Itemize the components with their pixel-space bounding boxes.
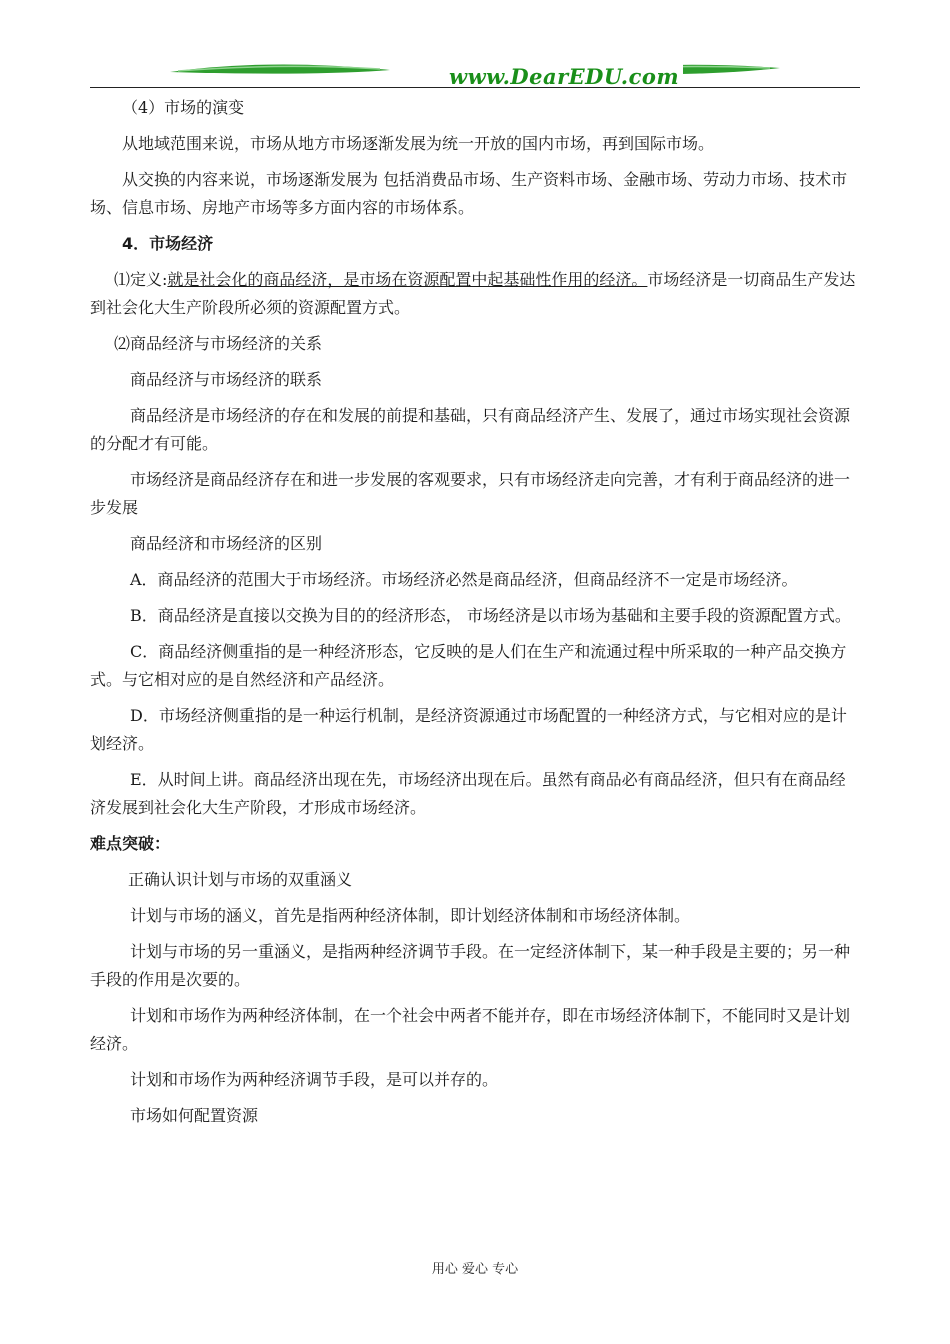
definition-lead: ⑴定义: bbox=[114, 270, 168, 289]
paragraph: 计划和市场作为两种经济调节手段，是可以并存的。 bbox=[130, 1070, 499, 1089]
paragraph: 从交换的内容来说，市场逐渐发展为 包括消费品市场、生产资料市场、金融市场、劳动力市场、技术市场、信息市场、房地产市场等多方面内容的市场体系。 bbox=[90, 170, 848, 217]
subsection-heading: 正确认识计划与市场的双重涵义 bbox=[128, 870, 353, 889]
paragraph: 计划与市场的涵义，首先是指两种经济体制，即计划经济体制和市场经济体制。 bbox=[130, 906, 691, 925]
paragraph: 从地域范围来说，市场从地方市场逐渐发展为统一开放的国内市场，再到国际市场。 bbox=[122, 134, 715, 153]
definition-paragraph bbox=[90, 266, 860, 322]
list-item: D．市场经济侧重指的是一种运行机制，是经济资源通过市场配置的一种经济方式，与它相对应的是计划经济。 bbox=[90, 706, 847, 753]
definition-rest: 市场经济是一切商品生产发达到社会化大生产阶段所必须的资源配置方式。 bbox=[90, 270, 856, 317]
list-item: C．商品经济侧重指的是一种经济形态，它反映的是人们在生产和流通过程中所采取的一种产品交换方式。与它相对应的是自然经济和产品经济。 bbox=[90, 642, 847, 689]
paragraph: 商品经济是市场经济的存在和发展的前提和基础，只有商品经济产生、发展了，通过市场实现社会资源的分配才有可能。 bbox=[90, 406, 851, 453]
paragraph: 计划和市场作为两种经济体制，在一个社会中两者不能并存，即在市场经济体制下，不能同时又是计划经济。 bbox=[90, 1006, 851, 1053]
subsection-heading: ⑵商品经济与市场经济的关系 bbox=[114, 334, 323, 353]
page-header bbox=[90, 50, 860, 90]
document-body bbox=[90, 94, 860, 1138]
list-item: A．商品经济的范围大于市场经济。市场经济必然是商品经济，但商品经济不一定是市场经济。 bbox=[130, 570, 798, 589]
paragraph: 计划与市场的另一重涵义，是指两种经济调节手段。在一定经济体制下，某一种手段是主要的；另一种手段的作用是次要的。 bbox=[90, 942, 851, 989]
section-heading-market-economy: 4．市场经济 bbox=[122, 234, 214, 253]
site-logo-text: www.DearEDU.com bbox=[445, 64, 683, 89]
page-footer: 用心 爱心 专心 bbox=[431, 1262, 519, 1277]
paragraph: 市场经济是商品经济存在和进一步发展的客观要求，只有市场经济走向完善，才有利于商品经济的进一步发展 bbox=[90, 470, 851, 517]
section-heading-market-evolution: （4）市场的演变 bbox=[122, 98, 245, 117]
list-item: E．从时间上讲。商品经济出现在先，市场经济出现在后。虽然有商品必有商品经济，但只有在商品经济发展到社会化大生产阶段，才形成市场经济。 bbox=[90, 770, 846, 817]
subsection-heading: 市场如何配置资源 bbox=[130, 1106, 259, 1125]
definition-underlined: 就是社会化的商品经济，是市场在资源配置中起基础性作用的经济。 bbox=[167, 270, 648, 289]
subsection-heading: 商品经济与市场经济的联系 bbox=[130, 370, 323, 389]
section-heading-difficulties: 难点突破： bbox=[90, 834, 171, 853]
subsection-heading: 商品经济和市场经济的区别 bbox=[130, 534, 323, 553]
list-item: B．商品经济是直接以交换为目的的经济形态， 市场经济是以市场为基础和主要手段的资源配置方式。 bbox=[130, 606, 851, 625]
header-divider bbox=[90, 87, 860, 88]
